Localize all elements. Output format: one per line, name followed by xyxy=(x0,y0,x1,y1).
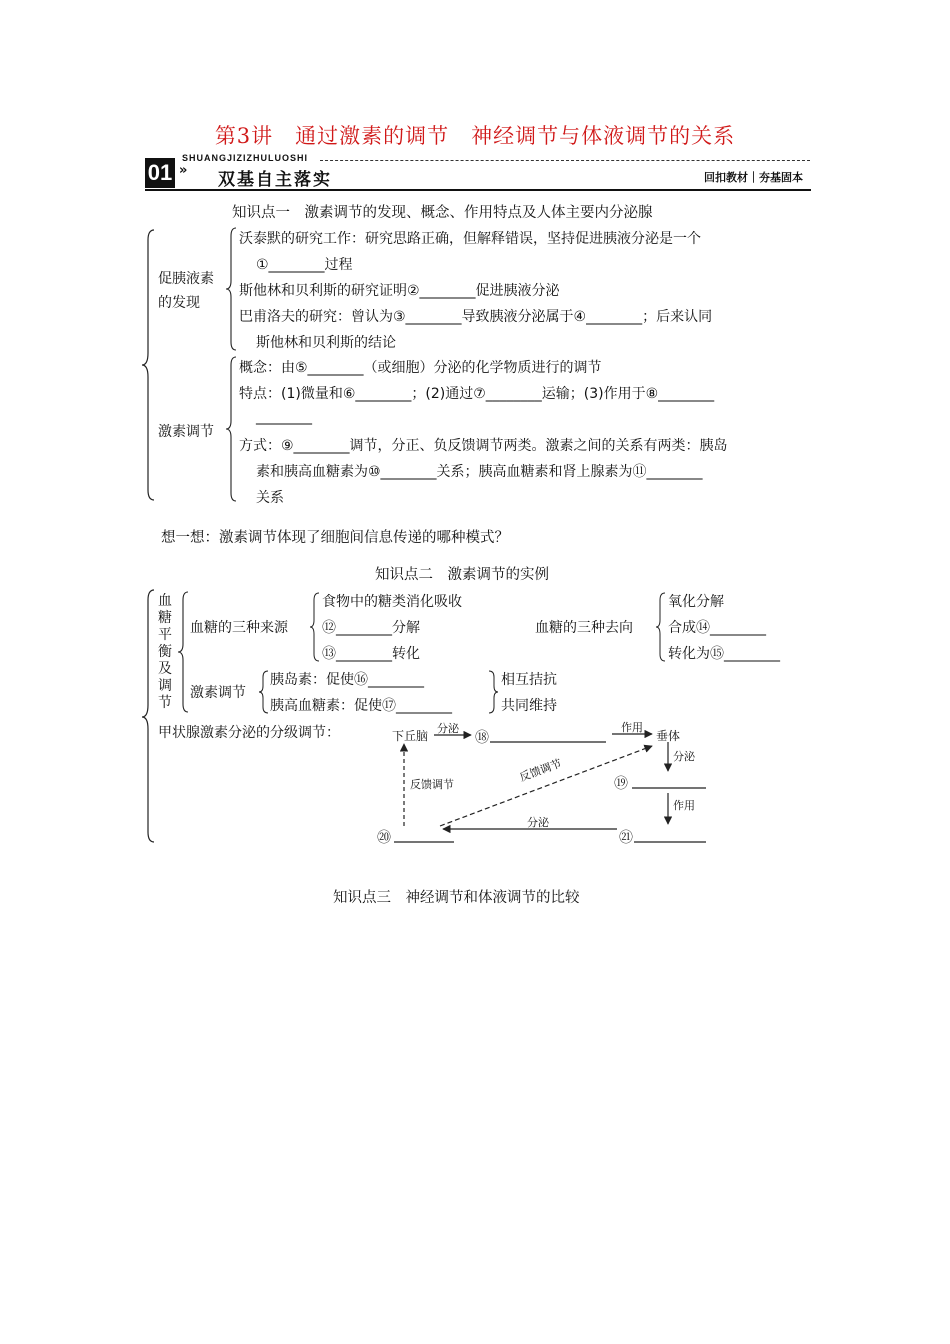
discovery-line-3: 斯他林和贝利斯的研究证明②________促进胰液分泌 xyxy=(239,283,560,299)
diagram-blank-18: ⑱ xyxy=(475,730,489,746)
diagram-pituitary: 垂体 xyxy=(656,729,681,743)
insulin-line: 胰岛素：促使⑯________ xyxy=(270,672,424,688)
source-item-3: ⑬________转化 xyxy=(322,646,420,662)
diagram-blank-19: ⑲ xyxy=(614,776,628,792)
hormone-line-2: 特点：(1)微量和⑥________；(2)通过⑦________运输；(3)作用于⑧________ xyxy=(239,386,715,402)
sources-label: 血糖的三种来源 xyxy=(190,620,288,636)
think-question: 想一想：激素调节体现了细胞间信息传递的哪种模式？ xyxy=(161,530,509,546)
destinations-label: 血糖的三种去向 xyxy=(535,620,633,636)
source-item-1: 食物中的糖类消化吸收 xyxy=(322,594,462,610)
source-item-2: ⑫________分解 xyxy=(322,620,420,636)
diagram-secrete-1: 分泌 xyxy=(437,722,459,735)
section-title: 双基自主落实 xyxy=(218,170,332,190)
destination-item-1: 氧化分解 xyxy=(668,594,724,610)
thyroid-label: 甲状腺激素分泌的分级调节： xyxy=(158,725,340,741)
section-right-label: 回扣教材｜夯基固本 xyxy=(704,171,803,184)
kp1-heading: 知识点一 激素调节的发现、概念、作用特点及人体主要内分泌腺 xyxy=(232,205,653,221)
hormone-line-3: ________ xyxy=(256,409,312,425)
discovery-label-2: 的发现 xyxy=(158,295,200,311)
relation-antagonism: 相互拮抗 xyxy=(501,672,557,688)
section-pinyin: SHUANGJIZIZHULUOSHI xyxy=(182,153,309,163)
discovery-label-1: 促胰液素 xyxy=(158,271,214,287)
diagram-blank-21: ㉑ xyxy=(619,830,633,846)
diagram-blank-20: ⑳ xyxy=(377,830,391,846)
diagram-feedback-1: 反馈调节 xyxy=(410,778,454,791)
destination-item-2: 合成⑭________ xyxy=(668,620,766,636)
discovery-line-2: ①________过程 xyxy=(256,257,353,273)
section-arrow-icon: » xyxy=(179,163,188,178)
section-number: 01 xyxy=(145,158,175,188)
kp2-heading: 知识点二 激素调节的实例 xyxy=(375,567,549,583)
diagram-secrete-3: 分泌 xyxy=(527,816,549,829)
hormone-reg-label: 激素调节 xyxy=(158,424,214,440)
destination-item-3: 转化为⑮________ xyxy=(668,646,780,662)
kp3-heading: 知识点三 神经调节和体液调节的比较 xyxy=(333,890,580,906)
hormone-line-4: 方式：⑨________调节，分正、负反馈调节两类。激素之间的关系有两类：胰岛 xyxy=(239,438,728,454)
hormone-line-5: 素和胰高血糖素为⑩________关系；胰高血糖素和肾上腺素为⑪________ xyxy=(256,464,703,480)
diagram-act-2: 作用 xyxy=(673,799,695,812)
hormone-regulation-label: 激素调节 xyxy=(190,685,246,701)
discovery-line-1: 沃泰默的研究工作：研究思路正确，但解释错误，坚持促进胰液分泌是一个 xyxy=(239,231,701,247)
blood-glucose-label: 血 糖 平 衡 及 调 节 xyxy=(158,593,172,711)
discovery-line-5: 斯他林和贝利斯的结论 xyxy=(256,335,396,351)
page-title: 第3讲 通过激素的调节 神经调节与体液调节的关系 xyxy=(214,124,736,148)
hormone-line-6: 关系 xyxy=(256,490,284,506)
hormone-line-1: 概念：由⑤________（或细胞）分泌的化学物质进行的调节 xyxy=(239,360,602,376)
relation-maintain: 共同维持 xyxy=(501,698,557,714)
diagram-secrete-2: 分泌 xyxy=(673,750,695,763)
diagram-act-1: 作用 xyxy=(621,721,643,734)
diagram-hypothalamus: 下丘脑 xyxy=(392,729,429,743)
glucagon-line: 胰高血糖素：促使⑰________ xyxy=(270,698,452,714)
diagram-feedback-2: 反馈调节 xyxy=(517,756,564,785)
discovery-line-4: 巴甫洛夫的研究：曾认为③________导致胰液分泌属于④________；后来认同 xyxy=(239,309,713,325)
